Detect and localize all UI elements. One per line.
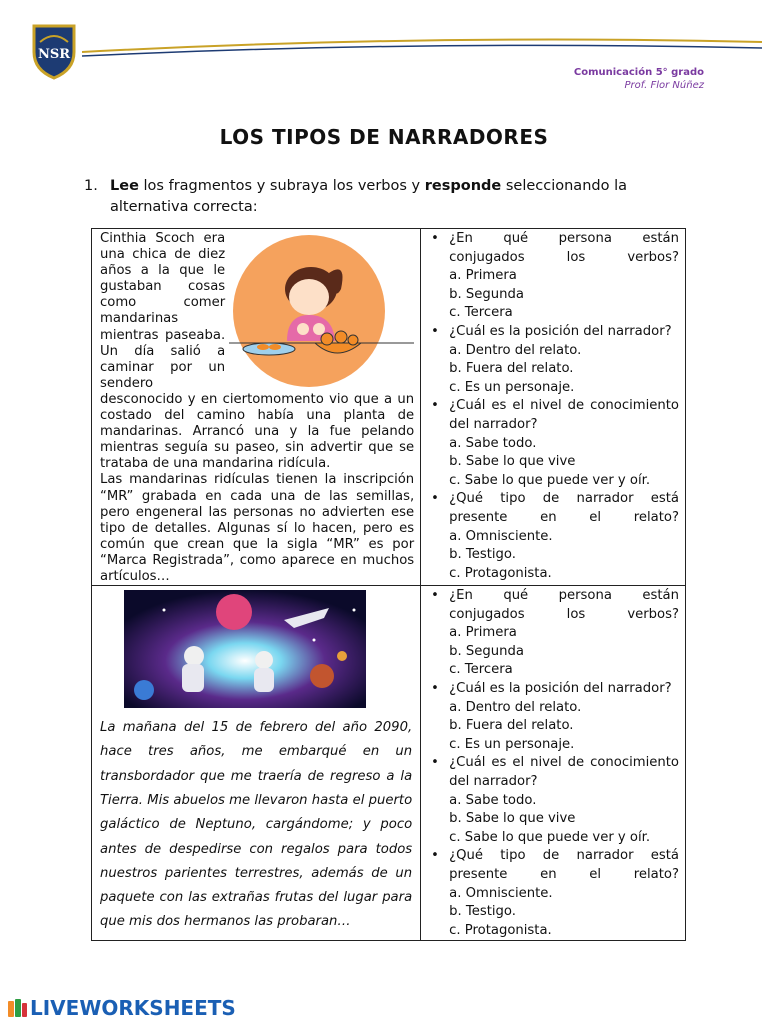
option-1-4-a[interactable]: a. Omnisciente. [449, 528, 553, 544]
option-2-3-a[interactable]: a. Sabe todo. [449, 792, 537, 808]
option-2-4-b[interactable]: b. Testigo. [449, 904, 516, 920]
questions-2-cell [421, 586, 686, 941]
option-2-4-c[interactable]: c. Protagonista. [449, 922, 552, 938]
question-2-3: • ¿Cuál es el nivel de conocimiento del narrador? [429, 754, 679, 791]
liveworksheets-brand: LIVEWORKSHEETS [30, 996, 236, 1020]
instruction [84, 176, 670, 218]
option-1-4-c[interactable]: c. Protagonista. [449, 565, 552, 581]
option-1-4-b[interactable]: b. Testigo. [449, 547, 516, 563]
question-1-3: • ¿Cuál es el nivel de conocimiento del narrador? [429, 397, 679, 434]
table-row-1 [92, 229, 686, 586]
option-1-1-b[interactable]: b. Segunda [449, 286, 524, 302]
question-1-4: • ¿Qué tipo de narrador está presente en el relato? [429, 490, 679, 527]
option-2-1-b[interactable]: b. Segunda [449, 643, 524, 659]
page-title: LOS TIPOS DE NARRADORES [219, 125, 549, 149]
logo-text: NSR [37, 47, 71, 62]
instruction-verb-responde: responde [424, 178, 502, 194]
course-info [574, 66, 704, 92]
option-2-1-a[interactable]: a. Primera [449, 625, 517, 641]
table-row-2 [92, 586, 686, 941]
girl-eating-mandarins-illustration-icon [229, 231, 414, 389]
instruction-text-1: los fragmentos y subraya los verbos y [138, 178, 425, 194]
header-swoosh [82, 30, 762, 60]
story-1-paragraph-2: Las mandarinas ridículas tienen la inscripción “MR” grabada en cada una de las semillas, pero engeneral las personas no advierten ese tipo de detalles. Algunas sí lo hacen, pero es común que crean que la sigla “MR” es por “Marca Registrada”, como aparece en muchos artículos… [100, 472, 415, 584]
question-2-4: • ¿Qué tipo de narrador está presente en el relato? [429, 847, 679, 884]
option-1-3-b[interactable]: b. Sabe lo que vive [449, 454, 576, 470]
instruction-number: 1. [84, 178, 98, 194]
liveworksheets-logo-icon [6, 997, 28, 1019]
course-line-2: Prof. Flor Núñez [624, 80, 704, 91]
story-1-paragraph-1: Cinthia Scoch era una chica de diez años a la que le gustaban cosas como comer mandarinas mientras paseaba. Un día salió a caminar por un sendero desconocido y en ciertomomento vio que a un costado del camino había una planta de mandarinas. Arrancó una y la fue pelando mientras seguía su paseo, sin advertir que se trataba de una mandarina ridícula. [100, 231, 415, 472]
option-1-2-a[interactable]: a. Dentro del relato. [449, 342, 582, 358]
option-2-3-c[interactable]: c. Sabe lo que puede ver y oír. [449, 829, 651, 845]
option-2-1-c[interactable]: c. Tercera [449, 662, 513, 678]
option-2-2-c[interactable]: c. Es un personaje. [449, 736, 575, 752]
option-1-3-a[interactable]: a. Sabe todo. [449, 435, 537, 451]
questions-1-cell [421, 229, 686, 586]
option-1-3-c[interactable]: c. Sabe lo que puede ver y oír. [449, 472, 651, 488]
option-2-3-b[interactable]: b. Sabe lo que vive [449, 811, 576, 827]
option-2-2-a[interactable]: a. Dentro del relato. [449, 699, 582, 715]
question-1-1: • ¿En qué persona están conjugados los verbos? [429, 230, 679, 267]
story-1-cell [92, 229, 421, 586]
option-2-4-a[interactable]: a. Omnisciente. [449, 885, 553, 901]
option-1-2-b[interactable]: b. Fuera del relato. [449, 361, 574, 377]
option-2-2-b[interactable]: b. Fuera del relato. [449, 718, 574, 734]
instruction-text-2: seleccionando la alternativa correcta: [110, 178, 627, 215]
question-2-2: • ¿Cuál es la posición del narrador? [429, 680, 679, 699]
course-line-1: Comunicación 5° grado [573, 67, 704, 78]
option-1-2-c[interactable]: c. Es un personaje. [449, 379, 575, 395]
instruction-verb-lee: Lee [110, 178, 139, 194]
option-1-1-a[interactable]: a. Primera [449, 268, 517, 284]
question-1-2: • ¿Cuál es la posición del narrador? [429, 323, 679, 342]
story-2-cell [92, 586, 421, 941]
story-2-text: La mañana del 15 de febrero del año 2090, hace tres años, me embarqué en un transbordador que me traería de regreso a la Tierra. Mis abuelos me llevaron hasta el puerto galáctico de Neptuno, cargándome; y poco antes de despedirse con regalos para todos nuestros parientes terrestres, además de un paquete con las extrañas frutas del lugar para que mis dos hermanos las probaran… [100, 720, 413, 930]
worksheet-table [91, 228, 686, 941]
questions-2 [421, 586, 685, 940]
option-1-1-c[interactable]: c. Tercera [449, 305, 513, 321]
questions-1 [421, 229, 685, 583]
story-1 [92, 229, 420, 585]
question-2-1: • ¿En qué persona están conjugados los verbos? [429, 587, 679, 624]
astronauts-in-space-illustration-icon [124, 590, 366, 708]
liveworksheets-logo[interactable] [6, 996, 236, 1020]
school-logo-shield-icon [30, 22, 78, 80]
